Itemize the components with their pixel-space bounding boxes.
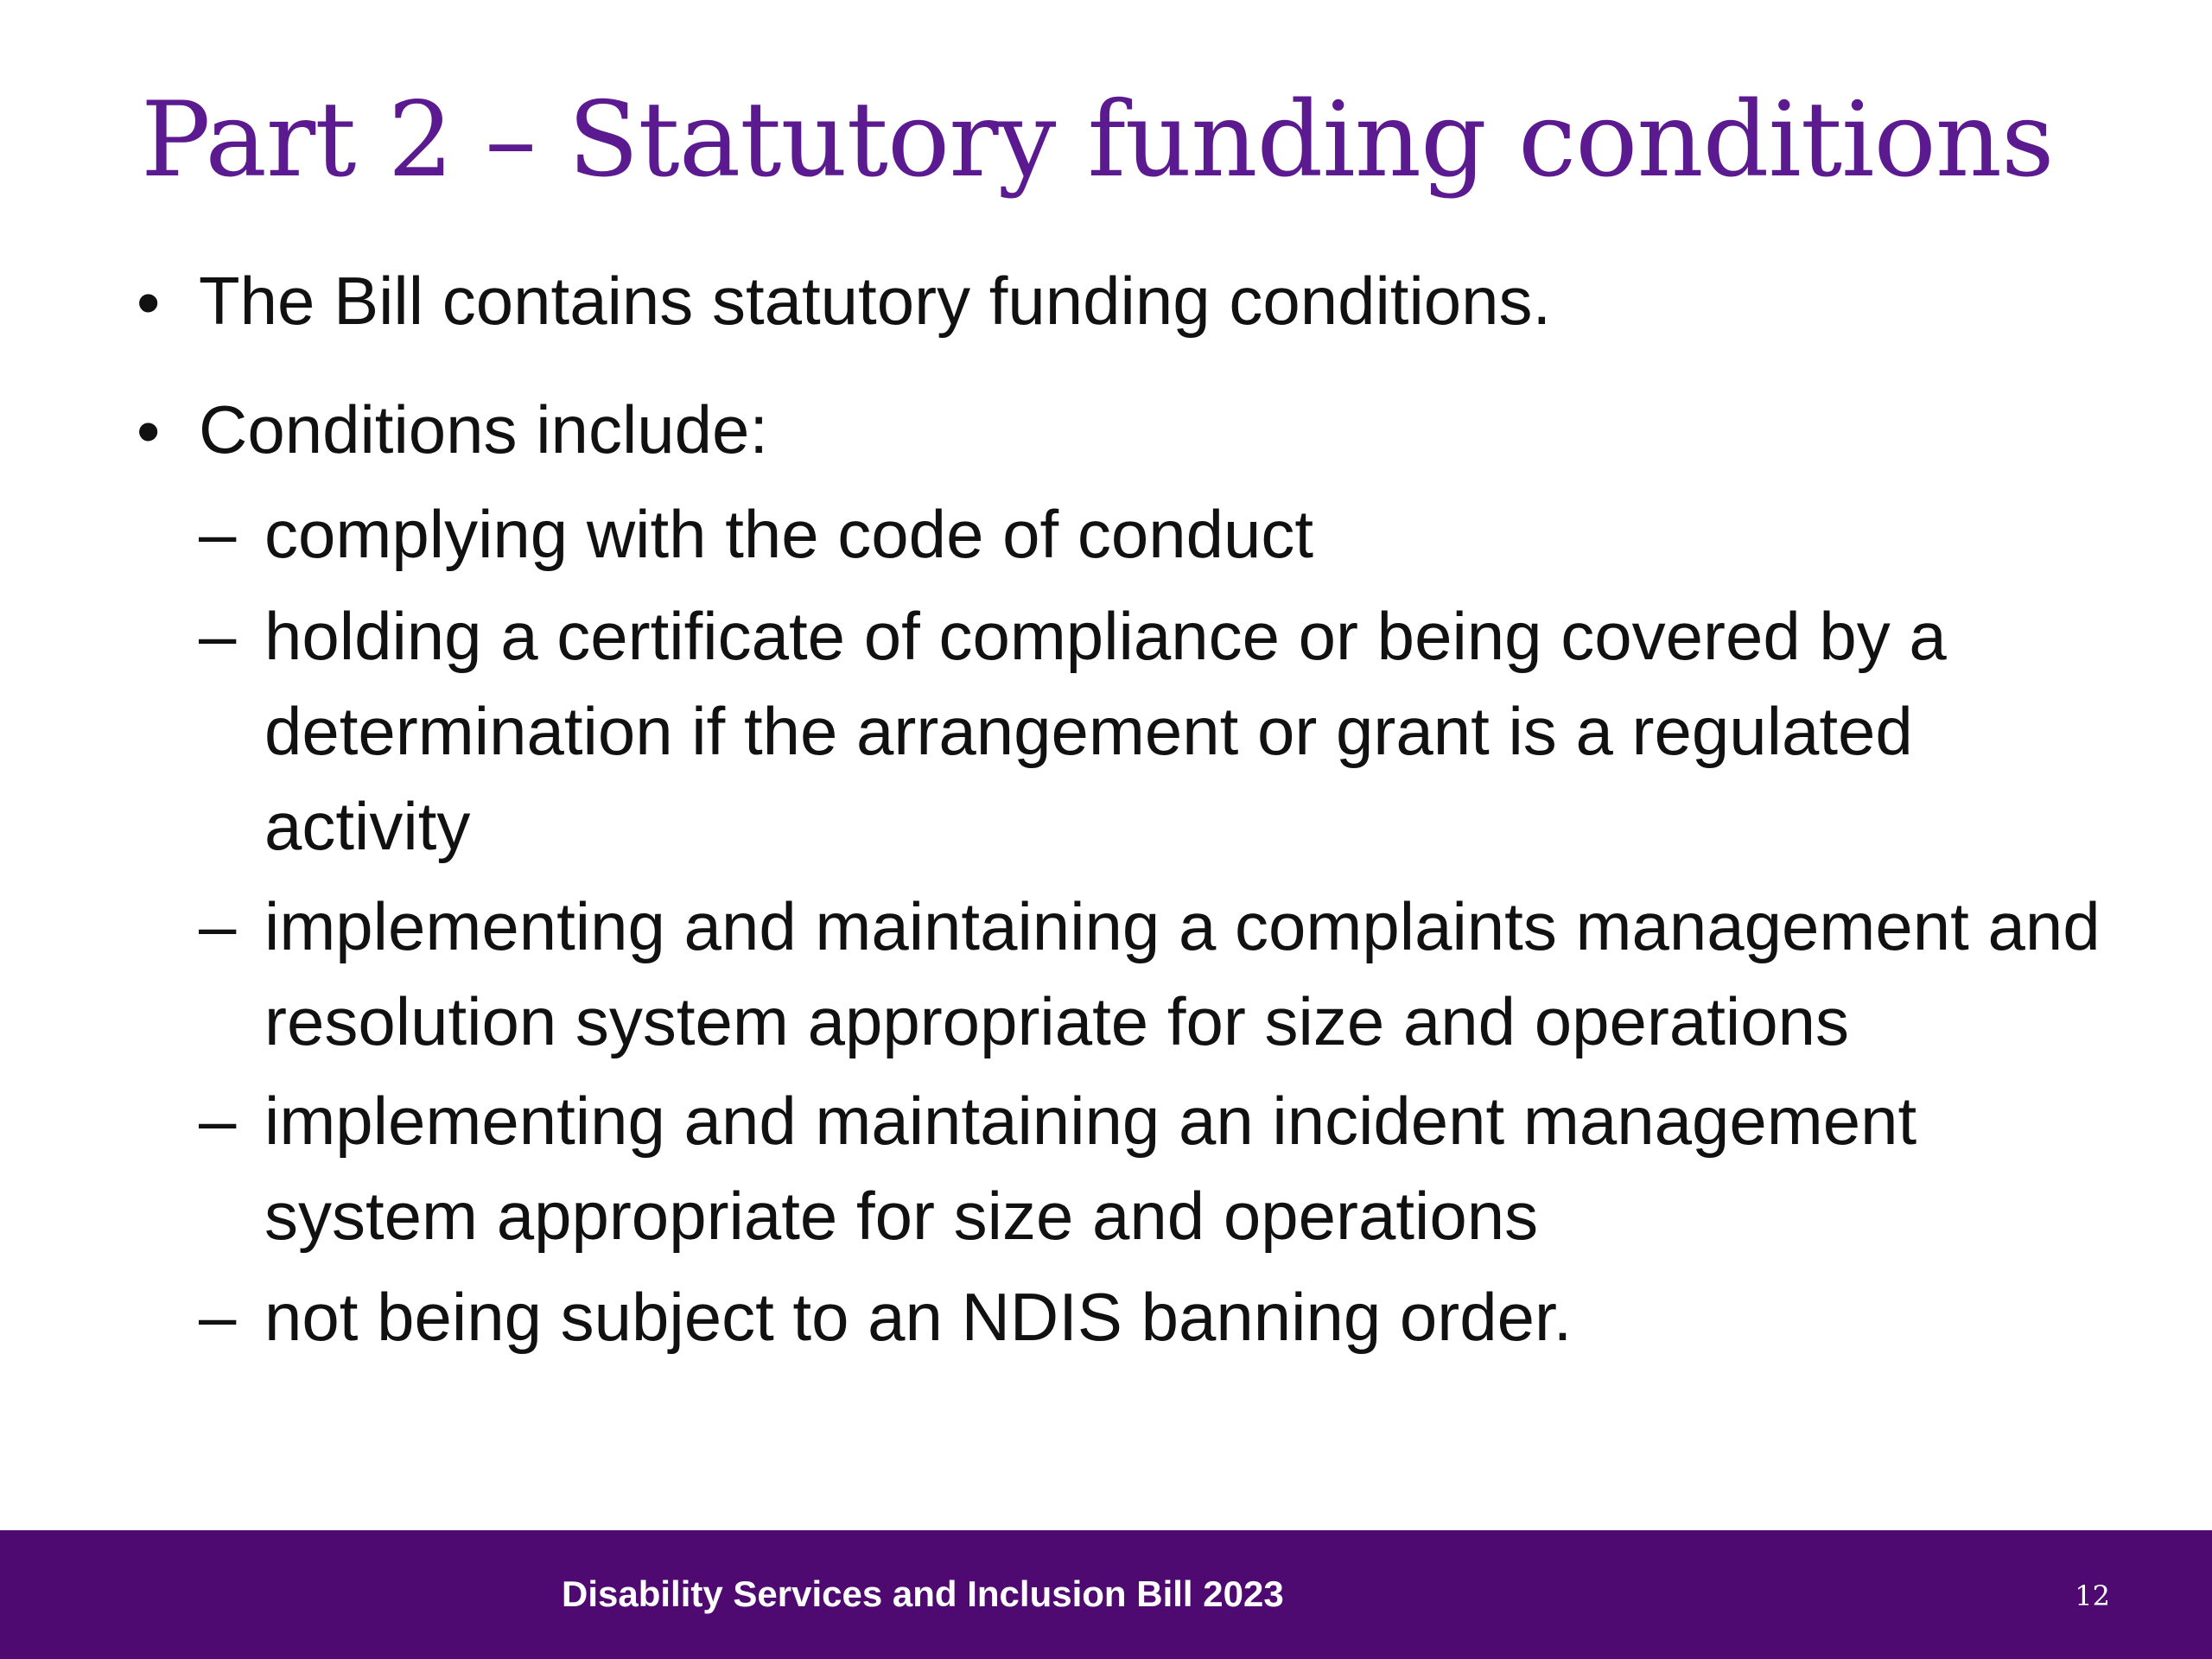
sub-bullet-text-5: not being subject to an NDIS banning order.	[264, 1279, 1573, 1355]
page-number: 12	[2075, 1580, 2110, 1612]
bullet-text-1: The Bill contains statutory funding conditions.	[199, 263, 1552, 339]
sub-bullet-text-4: implementing and maintaining an incident management system appropriate for size and operations	[264, 1083, 1917, 1254]
sub-bullet-marker-1: –	[199, 495, 237, 571]
bullet-marker-2: •	[137, 393, 161, 469]
sub-bullet-text-3: implementing and maintaining a complaints management and resolution system appropriate for size and operations	[264, 888, 2101, 1059]
bullet-text-2: Conditions include:	[199, 391, 769, 467]
bullet-marker-1: •	[137, 264, 161, 340]
slide-title: Part 2 – Statutory funding conditions	[141, 80, 2054, 200]
sub-bullet-marker-2: –	[199, 597, 237, 673]
slide-footer	[0, 1530, 2212, 1659]
sub-bullet-marker-4: –	[199, 1082, 237, 1158]
sub-bullet-text-2: holding a certificate of compliance or being covered by a determination if the arrangement or grant is a regulated activity	[264, 598, 1947, 864]
sub-bullet-marker-3: –	[199, 887, 237, 963]
sub-bullet-marker-5: –	[199, 1278, 237, 1354]
sub-bullet-text-1: complying with the code of conduct	[264, 496, 1314, 572]
footer-title: Disability Services and Inclusion Bill 2023	[562, 1573, 1284, 1614]
